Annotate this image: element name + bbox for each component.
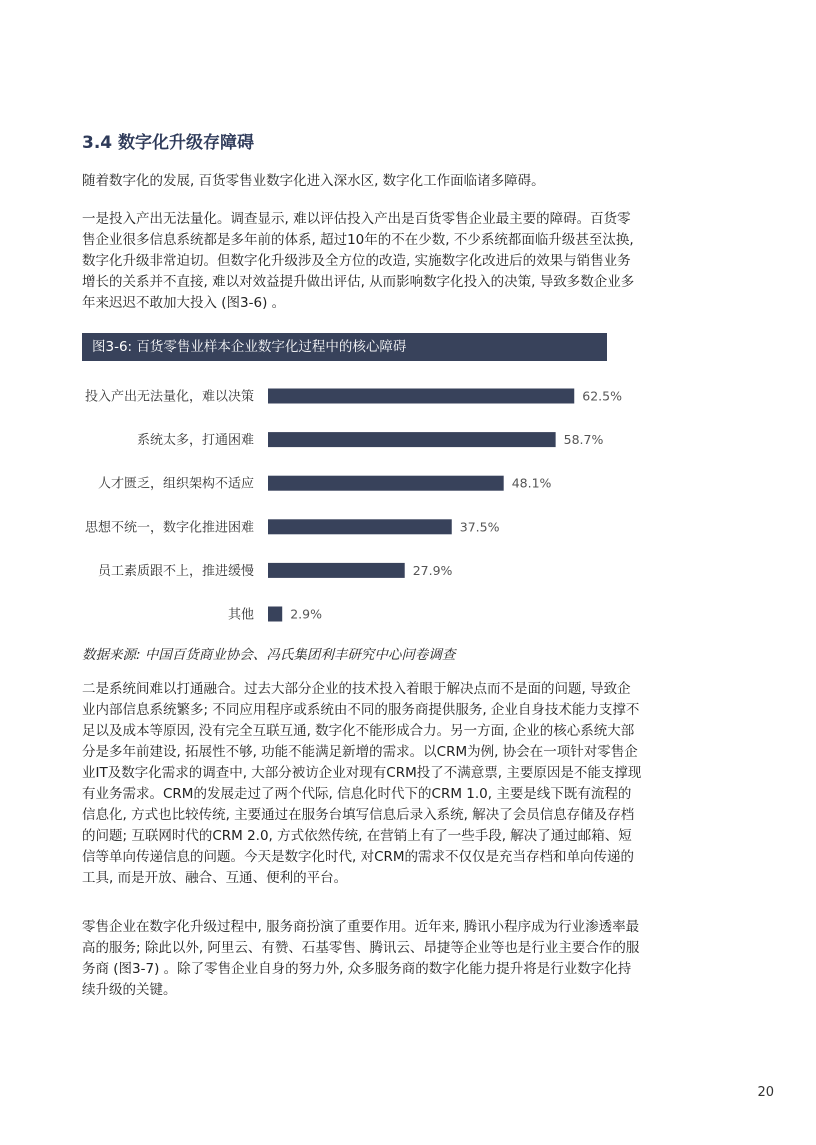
- section-title: 3.4 数字化升级存障碍: [82, 133, 255, 153]
- page-number: 20: [757, 1085, 774, 1100]
- figure-source: 数据来源: 中国百货商业协会、冯氏集团利丰研究中心问卷调查: [82, 647, 456, 663]
- data-label: 27.9%: [412, 562, 453, 578]
- data-label: 62.5%: [582, 388, 622, 404]
- category-label: 系统太多，打通困难: [136, 433, 254, 449]
- data-label: 48.1%: [511, 475, 552, 491]
- paragraph-3: 零售企业在数字化升级过程中, 服务商扮演了重要作用。近年来, 腾讯小程序成为行业渗透率最高的服务; 除此以外, 阿里云、有赞、石基零售、腾讯云、昂捷等企业等也是行业主要合作的服务商 (图3-7) 。除了零售企业自身的努力外, 众多服务商的数字化能力提升将是行业数字化持续升级的关键。: [82, 919, 640, 998]
- bar: [268, 519, 452, 534]
- figure-title: 图3-6: 百货零售业样本企业数字化过程中的核心障碍: [82, 333, 607, 361]
- category-label: 思想不统一，数字化推进困难: [84, 520, 254, 536]
- category-label: 其他: [227, 607, 254, 623]
- bar: [268, 389, 574, 404]
- category-label: 人才匮乏，组织架构不适应: [97, 476, 254, 492]
- data-label: 37.5%: [459, 519, 500, 535]
- data-label: 58.7%: [563, 432, 604, 448]
- data-label: 2.9%: [290, 606, 322, 622]
- bar: [268, 432, 556, 447]
- bar: [268, 476, 504, 491]
- category-label: 投入产出无法量化，难以决策: [84, 389, 254, 405]
- bar: [268, 563, 405, 578]
- paragraph-1: 一是投入产出无法量化。调查显示, 难以评估投入产出是百货零售企业最主要的障碍。百货零售企业很多信息系统都是多年前的体系, 超过10年的不在少数, 不少系统都面临升级甚至汰换, 数字化升级非常迫切。但数字化升级涉及全方位的改造, 实施数字化改进后的效果与销售业务增长的关系并不直接, 难以对效益提升做出评估, 从而影响数字化投入的决策, 导致多数企业多年来迟迟不敢加大投入 (图3-6) 。: [82, 211, 635, 311]
- category-label: 员工素质跟不上，推进缓慢: [97, 563, 254, 579]
- paragraph-2: 二是系统间难以打通融合。过去大部分企业的技术投入着眼于解决点而不是面的问题, 导致企业内部信息系统繁多; 不同应用程序或系统由不同的服务商提供服务, 企业自身技术能力支撑不足以及成本等原因, 没有完全互联互通, 数字化不能形成合力。另一方面, 企业的核心系统大部分是多年前建设, 拓展性不够, 功能不能满足新增的需求。以CRM为例, 协会在一项针对零售企业IT及数字化需求的调查中, 大部分被访企业对现有CRM投了不满意票, 主要原因是不能支撑现有业务需求。CRM的发展走过了两个代际, 信息化时代下的CRM 1.0, 主要是线下既有流程的信息化, 方式也比较传统, 主要通过在服务台填写信息后录入系统, 解决了会员信息存储及存档的问题; 互联网时代的CRM 2.0, 方式依然传统, 在营销上有了一些手段, 解决了通过邮箱、短信等单向传递信息的问题。今天是数字化时代, 对CRM的需求不仅仅是充当存档和单向传递的工具, 而是开放、融合、互通、便利的平台。: [82, 681, 642, 886]
- bar-chart: [0, 372, 816, 637]
- bar: [268, 607, 282, 622]
- intro-paragraph: 随着数字化的发展, 百货零售业数字化进入深水区, 数字化工作面临诸多障碍。: [82, 173, 545, 189]
